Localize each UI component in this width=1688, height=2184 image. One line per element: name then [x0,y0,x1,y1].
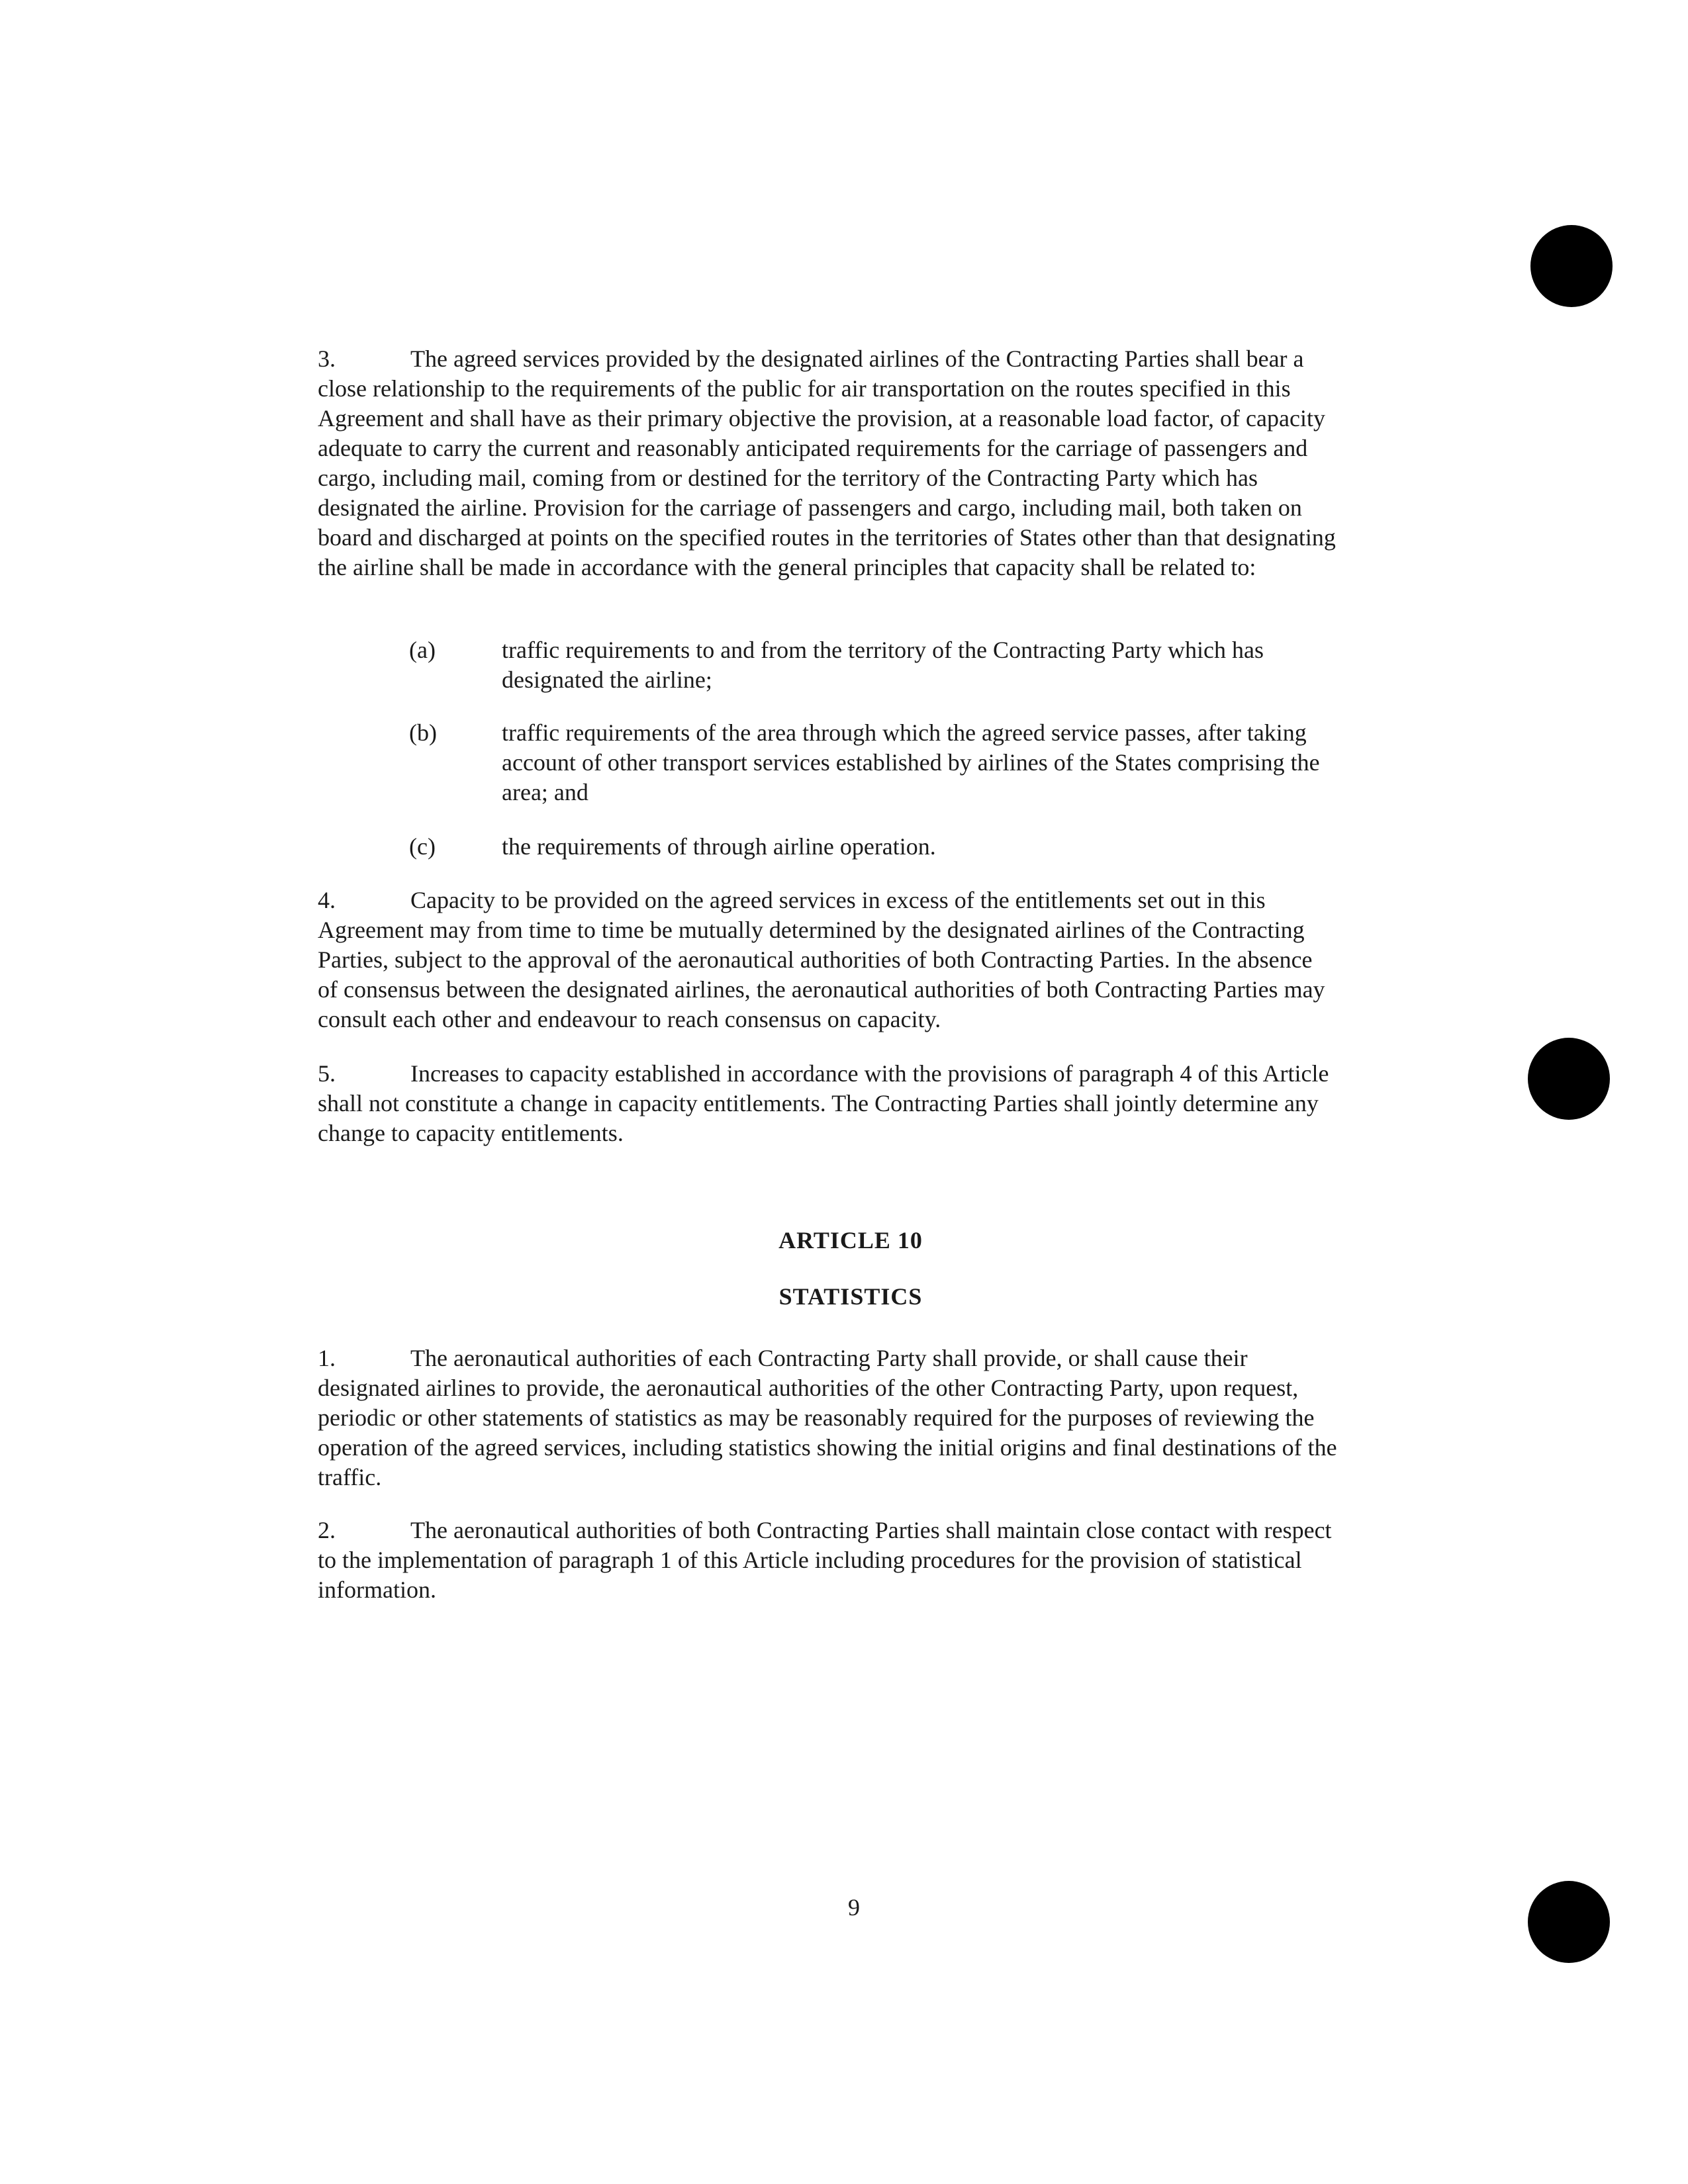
article-paragraph-2-text: The aeronautical authorities of both Contracting Parties shall maintain close contact with respect to the implementation of paragraph 1 of this Article including procedures for the provision of statistical information. [318,1517,1332,1603]
punch-hole-top [1530,225,1613,307]
paragraph-4-number: 4. [318,887,336,913]
punch-hole-middle [1528,1038,1610,1120]
article-heading [0,1226,1688,1255]
article-title: STATISTICS [778,1283,923,1310]
list-item-b-label: (b) [409,719,437,746]
article-number-heading: ARTICLE 10 [778,1227,923,1253]
list-item-a-label: (a) [409,637,436,663]
paragraph-3 [318,344,1337,582]
paragraph-4 [318,886,1337,1034]
page-number-text: 9 [848,1894,860,1921]
paragraph-4-text: Capacity to be provided on the agreed services in excess of the entitlements set out in this Agreement may from time to time be mutually determined by the designated airlines of the Contracting Parties, subject to the approval of the aeronautical authorities of both Contracting Parties. In the absence of consensus between the designated airlines, the aeronautical authorities of both Contracting Parties may consult each other and endeavour to reach consensus on capacity. [318,887,1325,1032]
paragraph-3-text: The agreed services provided by the designated airlines of the Contracting Parties shall bear a close relationship to the requirements of the public for air transportation on the routes specified in this Agreement and shall have as their primary objective the provision, at a reasonable load factor, of capacity adequate to carry the current and reasonably anticipated requirements for the carriage of passengers and cargo, including mail, coming from or destined for the territory of the Contracting Party which has designated the airline. Provision for the carriage of passengers and cargo, including mail, both taken on board and discharged at points on the specified routes in the territories of States other than that designating the airline shall be made in accordance with the general principles that capacity shall be related to: [318,345,1336,580]
article-paragraph-2-number: 2. [318,1517,336,1543]
list-item-a-text: traffic requirements to and from the territory of the Contracting Party which has designated the airline; [502,637,1264,693]
page-number [0,1893,1688,1923]
article-title-heading [0,1282,1688,1312]
article-paragraph-2 [318,1516,1337,1605]
article-paragraph-1-text: The aeronautical authorities of each Contracting Party shall provide, or shall cause their designated airlines to provide, the aeronautical authorities of the other Contracting Party, upon request, periodic or other statements of statistics as may be reasonably required for the purposes of reviewing the operation of the agreed services, including statistics showing the initial origins and final destinations of the traffic. [318,1345,1337,1490]
paragraph-5 [318,1059,1337,1148]
paragraph-5-text: Increases to capacity established in accordance with the provisions of paragraph 4 of this Article shall not constitute a change in capacity entitlements. The Contracting Parties shall jointly determine any change to capacity entitlements. [318,1060,1329,1146]
article-paragraph-1 [318,1343,1337,1492]
list-item-c-text: the requirements of through airline operation. [502,833,936,860]
list-item-b-text: traffic requirements of the area through which the agreed service passes, after taking account of other transport services established by airlines of the States comprising the area; and [502,719,1320,805]
list-item-c-label: (c) [409,833,436,860]
paragraph-3-number: 3. [318,345,336,372]
paragraph-5-number: 5. [318,1060,336,1087]
article-paragraph-1-number: 1. [318,1345,336,1371]
